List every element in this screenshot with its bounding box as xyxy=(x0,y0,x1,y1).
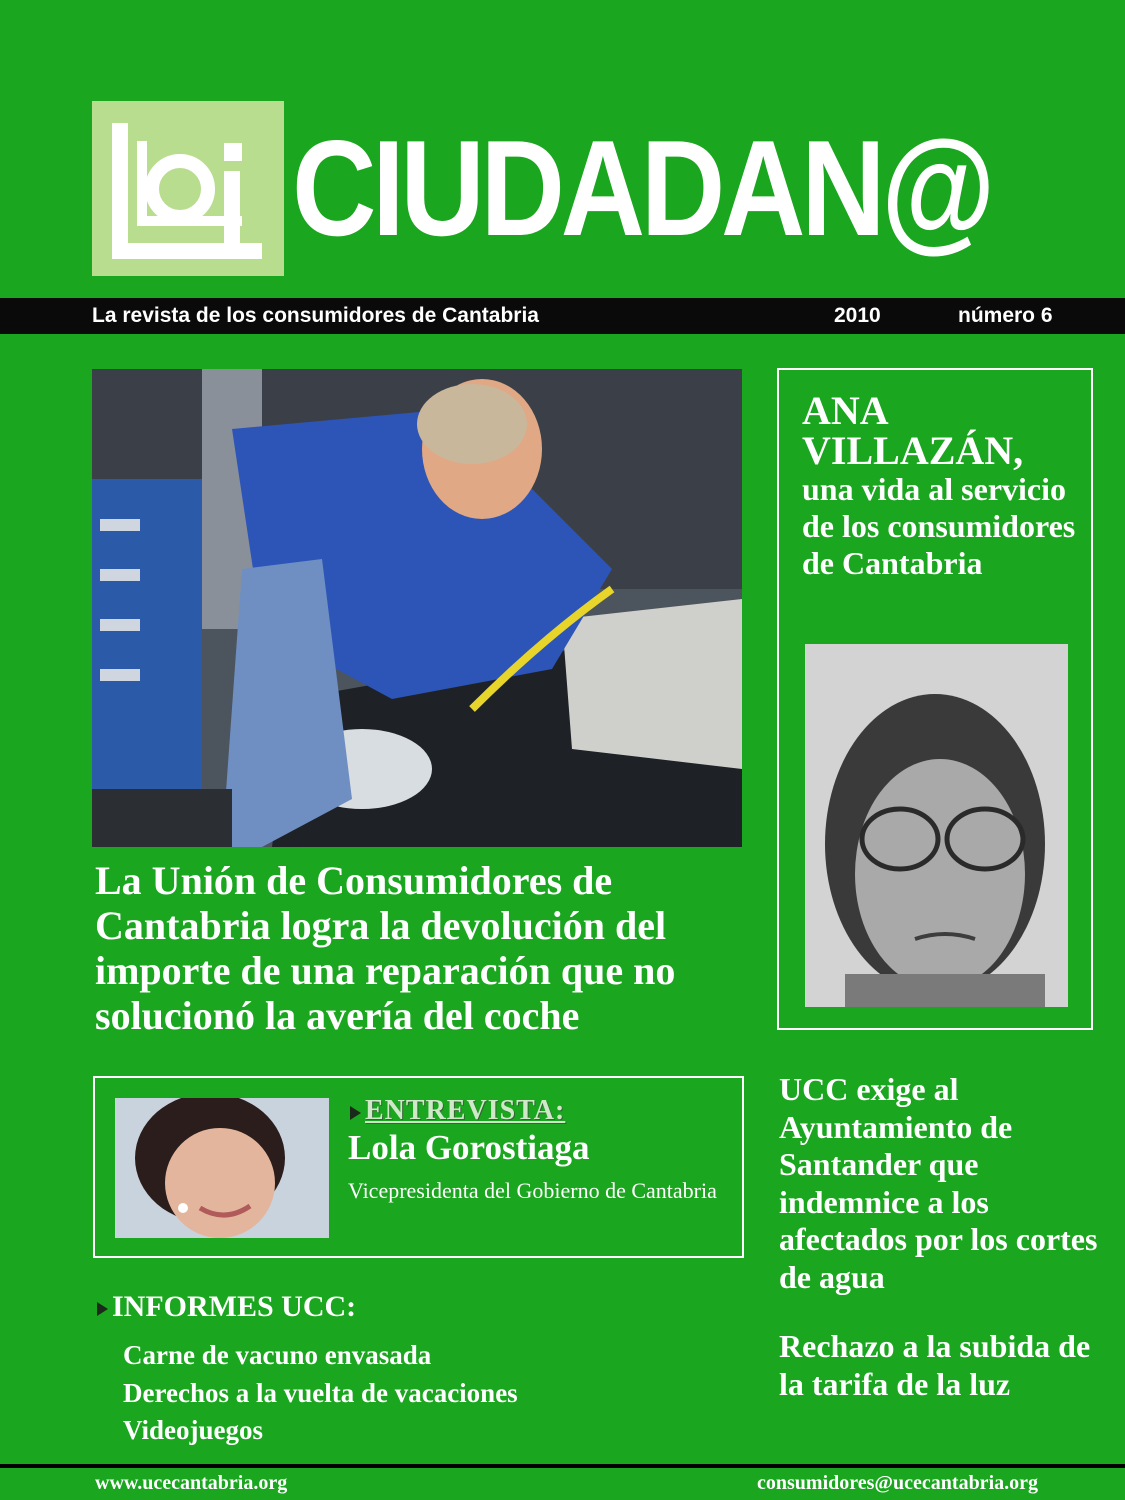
mechanic-car-photo xyxy=(92,369,742,847)
reports-list xyxy=(123,1337,518,1450)
magazine-masthead: CIUDADAN@ xyxy=(292,112,992,264)
tagline-strip xyxy=(0,298,1125,334)
website-url: www.ucecantabria.org xyxy=(95,1472,288,1494)
report-item: Carne de vacuno envasada xyxy=(123,1340,432,1370)
electricity-tariff-story: Rechazo a la subida de la tarifa de la luz xyxy=(779,1328,1091,1402)
tagline: La revista de los consumidores de Cantabria xyxy=(92,304,539,327)
issue-number: número 6 xyxy=(958,304,1053,327)
footer-divider xyxy=(0,1464,1125,1468)
feature-name: ANA VILLAZÁN, xyxy=(802,388,1024,473)
report-item: Derechos a la vuelta de vacaciones xyxy=(123,1377,518,1408)
reports-heading: INFORMES UCC: xyxy=(112,1290,357,1323)
interviewee-name: Lola Gorostiaga xyxy=(348,1128,590,1167)
uce-logo-icon xyxy=(92,101,284,276)
ana-villazan-portrait xyxy=(805,644,1068,1007)
arrow-right-icon xyxy=(350,1106,361,1120)
arrow-right-icon xyxy=(97,1302,108,1316)
issue-year: 2010 xyxy=(834,304,881,327)
interview-label: ENTREVISTA: xyxy=(365,1095,566,1126)
interviewee-role: Vicepresidenta del Gobierno de Cantabria xyxy=(348,1178,717,1203)
water-cuts-story: UCC exige al Ayuntamiento de Santander que indemnice a los afectados por los cortes de agua xyxy=(779,1071,1098,1295)
feature-subtitle: una vida al servicio de los consumidores de Cantabria xyxy=(802,471,1076,581)
contact-email: consumidores@ucecantabria.org xyxy=(757,1472,1038,1494)
report-item: Videojuegos xyxy=(123,1415,263,1445)
lola-gorostiaga-photo xyxy=(115,1098,329,1238)
main-headline: La Unión de Consumidores de Cantabria logra la devolución del importe de una reparación que no solucionó la avería del coche xyxy=(95,858,676,1038)
